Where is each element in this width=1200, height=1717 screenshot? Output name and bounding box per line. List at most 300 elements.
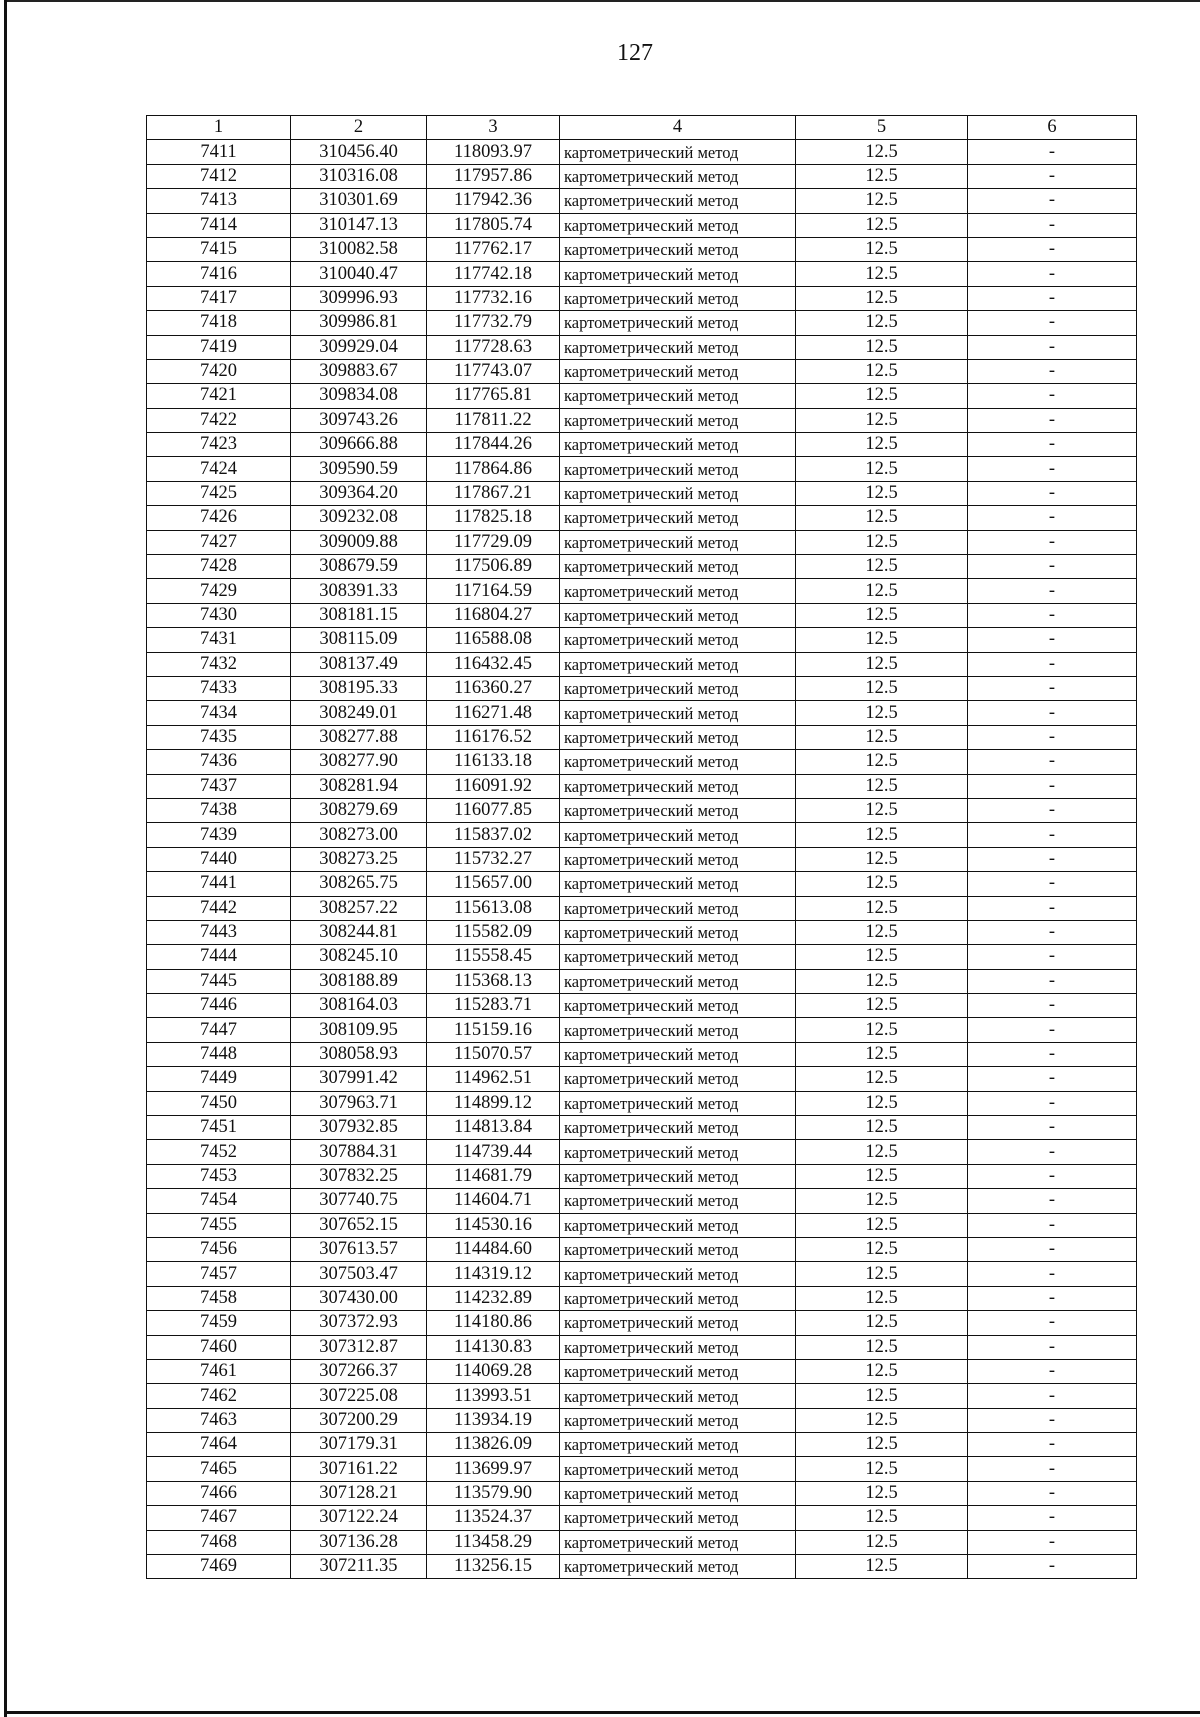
y-coordinate-cell: 116077.85 [427,798,560,822]
method-cell: картометрический метод [560,1335,796,1359]
x-coordinate-cell: 310082.58 [291,237,427,261]
table-row [147,1237,1137,1261]
accuracy-cell: 12.5 [796,433,968,457]
point-number-cell: 7465 [147,1457,291,1481]
point-number-cell: 7418 [147,311,291,335]
y-coordinate-cell: 115159.16 [427,1018,560,1042]
y-coordinate-cell: 116804.27 [427,603,560,627]
y-coordinate-cell: 115283.71 [427,994,560,1018]
note-cell: - [968,1164,1137,1188]
table-row [147,1067,1137,1091]
table-row [147,1091,1137,1115]
method-cell: картометрический метод [560,530,796,554]
table-row [147,1189,1137,1213]
x-coordinate-cell: 307266.37 [291,1359,427,1383]
note-cell: - [968,262,1137,286]
table-row [147,1408,1137,1432]
method-cell: картометрический метод [560,359,796,383]
accuracy-cell: 12.5 [796,1555,968,1579]
table-row [147,603,1137,627]
x-coordinate-cell: 307179.31 [291,1433,427,1457]
x-coordinate-cell: 308265.75 [291,872,427,896]
note-cell: - [968,579,1137,603]
note-cell: - [968,701,1137,725]
x-coordinate-cell: 307991.42 [291,1067,427,1091]
y-coordinate-cell: 117942.36 [427,189,560,213]
x-coordinate-cell: 308137.49 [291,652,427,676]
note-cell: - [968,1335,1137,1359]
point-number-cell: 7446 [147,994,291,1018]
table-row [147,481,1137,505]
x-coordinate-cell: 307211.35 [291,1555,427,1579]
note-cell: - [968,1237,1137,1261]
accuracy-cell: 12.5 [796,652,968,676]
accuracy-cell: 12.5 [796,1433,968,1457]
y-coordinate-cell: 117825.18 [427,506,560,530]
y-coordinate-cell: 116271.48 [427,701,560,725]
note-cell: - [968,1408,1137,1432]
accuracy-cell: 12.5 [796,1237,968,1261]
y-coordinate-cell: 114069.28 [427,1359,560,1383]
accuracy-cell: 12.5 [796,164,968,188]
column-header: 5 [796,116,968,140]
point-number-cell: 7451 [147,1116,291,1140]
table-row [147,1140,1137,1164]
accuracy-cell: 12.5 [796,1408,968,1432]
point-number-cell: 7455 [147,1213,291,1237]
x-coordinate-cell: 310316.08 [291,164,427,188]
y-coordinate-cell: 115582.09 [427,920,560,944]
x-coordinate-cell: 308273.25 [291,847,427,871]
table-row [147,189,1137,213]
method-cell: картометрический метод [560,628,796,652]
method-cell: картометрический метод [560,994,796,1018]
column-header: 2 [291,116,427,140]
point-number-cell: 7431 [147,628,291,652]
point-number-cell: 7447 [147,1018,291,1042]
x-coordinate-cell: 308257.22 [291,896,427,920]
point-number-cell: 7436 [147,750,291,774]
table-row [147,555,1137,579]
accuracy-cell: 12.5 [796,1189,968,1213]
accuracy-cell: 12.5 [796,920,968,944]
table-row [147,262,1137,286]
accuracy-cell: 12.5 [796,555,968,579]
y-coordinate-cell: 115732.27 [427,847,560,871]
table-row [147,823,1137,847]
y-coordinate-cell: 116432.45 [427,652,560,676]
table-row [147,969,1137,993]
method-cell: картометрический метод [560,652,796,676]
note-cell: - [968,823,1137,847]
accuracy-cell: 12.5 [796,506,968,530]
method-cell: картометрический метод [560,676,796,700]
table-row [147,750,1137,774]
y-coordinate-cell: 116091.92 [427,774,560,798]
x-coordinate-cell: 307932.85 [291,1116,427,1140]
point-number-cell: 7423 [147,433,291,457]
method-cell: картометрический метод [560,1042,796,1066]
point-number-cell: 7419 [147,335,291,359]
point-number-cell: 7433 [147,676,291,700]
x-coordinate-cell: 309364.20 [291,481,427,505]
point-number-cell: 7443 [147,920,291,944]
page-border-bottom [4,1711,1200,1714]
accuracy-cell: 12.5 [796,1311,968,1335]
x-coordinate-cell: 309986.81 [291,311,427,335]
y-coordinate-cell: 114739.44 [427,1140,560,1164]
y-coordinate-cell: 118093.97 [427,140,560,164]
point-number-cell: 7438 [147,798,291,822]
y-coordinate-cell: 114130.83 [427,1335,560,1359]
accuracy-cell: 12.5 [796,359,968,383]
y-coordinate-cell: 113699.97 [427,1457,560,1481]
accuracy-cell: 12.5 [796,725,968,749]
accuracy-cell: 12.5 [796,1359,968,1383]
column-header: 1 [147,116,291,140]
y-coordinate-cell: 117864.86 [427,457,560,481]
y-coordinate-cell: 114899.12 [427,1091,560,1115]
method-cell: картометрический метод [560,1189,796,1213]
accuracy-cell: 12.5 [796,1335,968,1359]
accuracy-cell: 12.5 [796,1506,968,1530]
table-row [147,140,1137,164]
note-cell: - [968,774,1137,798]
x-coordinate-cell: 309883.67 [291,359,427,383]
point-number-cell: 7444 [147,945,291,969]
accuracy-cell: 12.5 [796,530,968,554]
method-cell: картометрический метод [560,1311,796,1335]
y-coordinate-cell: 116176.52 [427,725,560,749]
y-coordinate-cell: 115657.00 [427,872,560,896]
point-number-cell: 7442 [147,896,291,920]
accuracy-cell: 12.5 [796,189,968,213]
point-number-cell: 7421 [147,384,291,408]
accuracy-cell: 12.5 [796,798,968,822]
x-coordinate-cell: 308195.33 [291,676,427,700]
point-number-cell: 7435 [147,725,291,749]
method-cell: картометрический метод [560,311,796,335]
table-row [147,798,1137,822]
x-coordinate-cell: 307652.15 [291,1213,427,1237]
y-coordinate-cell: 115613.08 [427,896,560,920]
accuracy-cell: 12.5 [796,1140,968,1164]
accuracy-cell: 12.5 [796,896,968,920]
note-cell: - [968,1286,1137,1310]
table-row [147,311,1137,335]
note-cell: - [968,1433,1137,1457]
x-coordinate-cell: 310147.13 [291,213,427,237]
note-cell: - [968,1189,1137,1213]
y-coordinate-cell: 114319.12 [427,1262,560,1286]
point-number-cell: 7459 [147,1311,291,1335]
table-row [147,1457,1137,1481]
x-coordinate-cell: 307740.75 [291,1189,427,1213]
accuracy-cell: 12.5 [796,1262,968,1286]
accuracy-cell: 12.5 [796,237,968,261]
method-cell: картометрический метод [560,847,796,871]
table-row [147,1335,1137,1359]
note-cell: - [968,1384,1137,1408]
point-number-cell: 7460 [147,1335,291,1359]
note-cell: - [968,359,1137,383]
method-cell: картометрический метод [560,896,796,920]
x-coordinate-cell: 309929.04 [291,335,427,359]
x-coordinate-cell: 307963.71 [291,1091,427,1115]
note-cell: - [968,1018,1137,1042]
accuracy-cell: 12.5 [796,1213,968,1237]
y-coordinate-cell: 117164.59 [427,579,560,603]
accuracy-cell: 12.5 [796,1481,968,1505]
point-number-cell: 7467 [147,1506,291,1530]
y-coordinate-cell: 117728.63 [427,335,560,359]
method-cell: картометрический метод [560,408,796,432]
x-coordinate-cell: 307161.22 [291,1457,427,1481]
method-cell: картометрический метод [560,1262,796,1286]
table-row [147,1555,1137,1579]
point-number-cell: 7440 [147,847,291,871]
table-row [147,164,1137,188]
note-cell: - [968,1042,1137,1066]
table-row [147,1384,1137,1408]
point-number-cell: 7456 [147,1237,291,1261]
y-coordinate-cell: 114180.86 [427,1311,560,1335]
accuracy-cell: 12.5 [796,1116,968,1140]
note-cell: - [968,603,1137,627]
method-cell: картометрический метод [560,969,796,993]
x-coordinate-cell: 308277.88 [291,725,427,749]
method-cell: картометрический метод [560,774,796,798]
point-number-cell: 7429 [147,579,291,603]
y-coordinate-cell: 114232.89 [427,1286,560,1310]
point-number-cell: 7439 [147,823,291,847]
accuracy-cell: 12.5 [796,481,968,505]
note-cell: - [968,969,1137,993]
point-number-cell: 7432 [147,652,291,676]
x-coordinate-cell: 308058.93 [291,1042,427,1066]
x-coordinate-cell: 307136.28 [291,1530,427,1554]
accuracy-cell: 12.5 [796,579,968,603]
point-number-cell: 7452 [147,1140,291,1164]
note-cell: - [968,920,1137,944]
table-row [147,286,1137,310]
method-cell: картометрический метод [560,1237,796,1261]
x-coordinate-cell: 307430.00 [291,1286,427,1310]
x-coordinate-cell: 307832.25 [291,1164,427,1188]
point-number-cell: 7415 [147,237,291,261]
note-cell: - [968,164,1137,188]
note-cell: - [968,628,1137,652]
table-row [147,408,1137,432]
note-cell: - [968,408,1137,432]
y-coordinate-cell: 117732.79 [427,311,560,335]
method-cell: картометрический метод [560,1067,796,1091]
method-cell: картометрический метод [560,335,796,359]
table-row [147,1359,1137,1383]
y-coordinate-cell: 115070.57 [427,1042,560,1066]
x-coordinate-cell: 308273.00 [291,823,427,847]
table-row [147,1213,1137,1237]
note-cell: - [968,945,1137,969]
accuracy-cell: 12.5 [796,994,968,1018]
table-row [147,628,1137,652]
table-row [147,1018,1137,1042]
y-coordinate-cell: 114681.79 [427,1164,560,1188]
table-row [147,1262,1137,1286]
table-row [147,335,1137,359]
method-cell: картометрический метод [560,1359,796,1383]
table-row [147,1530,1137,1554]
table-row [147,506,1137,530]
note-cell: - [968,481,1137,505]
note-cell: - [968,457,1137,481]
method-cell: картометрический метод [560,1481,796,1505]
page-border-left [4,0,7,1717]
table-row [147,213,1137,237]
accuracy-cell: 12.5 [796,335,968,359]
x-coordinate-cell: 310456.40 [291,140,427,164]
point-number-cell: 7457 [147,1262,291,1286]
y-coordinate-cell: 117765.81 [427,384,560,408]
point-number-cell: 7469 [147,1555,291,1579]
note-cell: - [968,676,1137,700]
x-coordinate-cell: 307613.57 [291,1237,427,1261]
note-cell: - [968,1091,1137,1115]
point-number-cell: 7417 [147,286,291,310]
note-cell: - [968,847,1137,871]
note-cell: - [968,750,1137,774]
accuracy-cell: 12.5 [796,1457,968,1481]
x-coordinate-cell: 308391.33 [291,579,427,603]
accuracy-cell: 12.5 [796,628,968,652]
accuracy-cell: 12.5 [796,457,968,481]
x-coordinate-cell: 309834.08 [291,384,427,408]
accuracy-cell: 12.5 [796,1091,968,1115]
y-coordinate-cell: 116588.08 [427,628,560,652]
y-coordinate-cell: 113993.51 [427,1384,560,1408]
y-coordinate-cell: 115368.13 [427,969,560,993]
table-row [147,676,1137,700]
method-cell: картометрический метод [560,506,796,530]
table-row [147,994,1137,1018]
x-coordinate-cell: 309232.08 [291,506,427,530]
accuracy-cell: 12.5 [796,774,968,798]
y-coordinate-cell: 114604.71 [427,1189,560,1213]
point-number-cell: 7437 [147,774,291,798]
table-row [147,725,1137,749]
note-cell: - [968,1530,1137,1554]
note-cell: - [968,872,1137,896]
y-coordinate-cell: 116360.27 [427,676,560,700]
table-row [147,945,1137,969]
table-body [147,140,1137,1579]
accuracy-cell: 12.5 [796,823,968,847]
x-coordinate-cell: 308279.69 [291,798,427,822]
x-coordinate-cell: 308281.94 [291,774,427,798]
note-cell: - [968,1359,1137,1383]
y-coordinate-cell: 113579.90 [427,1481,560,1505]
method-cell: картометрический метод [560,1530,796,1554]
y-coordinate-cell: 117762.17 [427,237,560,261]
point-number-cell: 7411 [147,140,291,164]
point-number-cell: 7448 [147,1042,291,1066]
accuracy-cell: 12.5 [796,213,968,237]
x-coordinate-cell: 307312.87 [291,1335,427,1359]
table-row [147,1164,1137,1188]
x-coordinate-cell: 307884.31 [291,1140,427,1164]
note-cell: - [968,1481,1137,1505]
note-cell: - [968,1262,1137,1286]
method-cell: картометрический метод [560,1408,796,1432]
method-cell: картометрический метод [560,213,796,237]
x-coordinate-cell: 309666.88 [291,433,427,457]
accuracy-cell: 12.5 [796,140,968,164]
accuracy-cell: 12.5 [796,701,968,725]
method-cell: картометрический метод [560,872,796,896]
y-coordinate-cell: 117844.26 [427,433,560,457]
accuracy-cell: 12.5 [796,676,968,700]
accuracy-cell: 12.5 [796,945,968,969]
accuracy-cell: 12.5 [796,1286,968,1310]
table-row [147,1506,1137,1530]
note-cell: - [968,1311,1137,1335]
table-row [147,359,1137,383]
method-cell: картометрический метод [560,140,796,164]
x-coordinate-cell: 308188.89 [291,969,427,993]
method-cell: картометрический метод [560,1506,796,1530]
method-cell: картометрический метод [560,725,796,749]
y-coordinate-cell: 116133.18 [427,750,560,774]
accuracy-cell: 12.5 [796,1042,968,1066]
point-number-cell: 7434 [147,701,291,725]
table-row [147,384,1137,408]
y-coordinate-cell: 117743.07 [427,359,560,383]
y-coordinate-cell: 113458.29 [427,1530,560,1554]
table-row [147,1311,1137,1335]
point-number-cell: 7427 [147,530,291,554]
note-cell: - [968,1506,1137,1530]
method-cell: картометрический метод [560,164,796,188]
point-number-cell: 7441 [147,872,291,896]
y-coordinate-cell: 117729.09 [427,530,560,554]
y-coordinate-cell: 114813.84 [427,1116,560,1140]
method-cell: картометрический метод [560,798,796,822]
note-cell: - [968,1555,1137,1579]
method-cell: картометрический метод [560,384,796,408]
x-coordinate-cell: 307122.24 [291,1506,427,1530]
point-number-cell: 7414 [147,213,291,237]
note-cell: - [968,1213,1137,1237]
x-coordinate-cell: 309743.26 [291,408,427,432]
point-number-cell: 7425 [147,481,291,505]
method-cell: картометрический метод [560,1091,796,1115]
table-row [147,896,1137,920]
column-header: 3 [427,116,560,140]
x-coordinate-cell: 308115.09 [291,628,427,652]
method-cell: картометрический метод [560,823,796,847]
method-cell: картометрический метод [560,750,796,774]
note-cell: - [968,335,1137,359]
method-cell: картометрический метод [560,1433,796,1457]
y-coordinate-cell: 117811.22 [427,408,560,432]
point-number-cell: 7450 [147,1091,291,1115]
y-coordinate-cell: 114962.51 [427,1067,560,1091]
method-cell: картометрический метод [560,1018,796,1042]
y-coordinate-cell: 117867.21 [427,481,560,505]
method-cell: картометрический метод [560,603,796,627]
note-cell: - [968,1140,1137,1164]
point-number-cell: 7428 [147,555,291,579]
